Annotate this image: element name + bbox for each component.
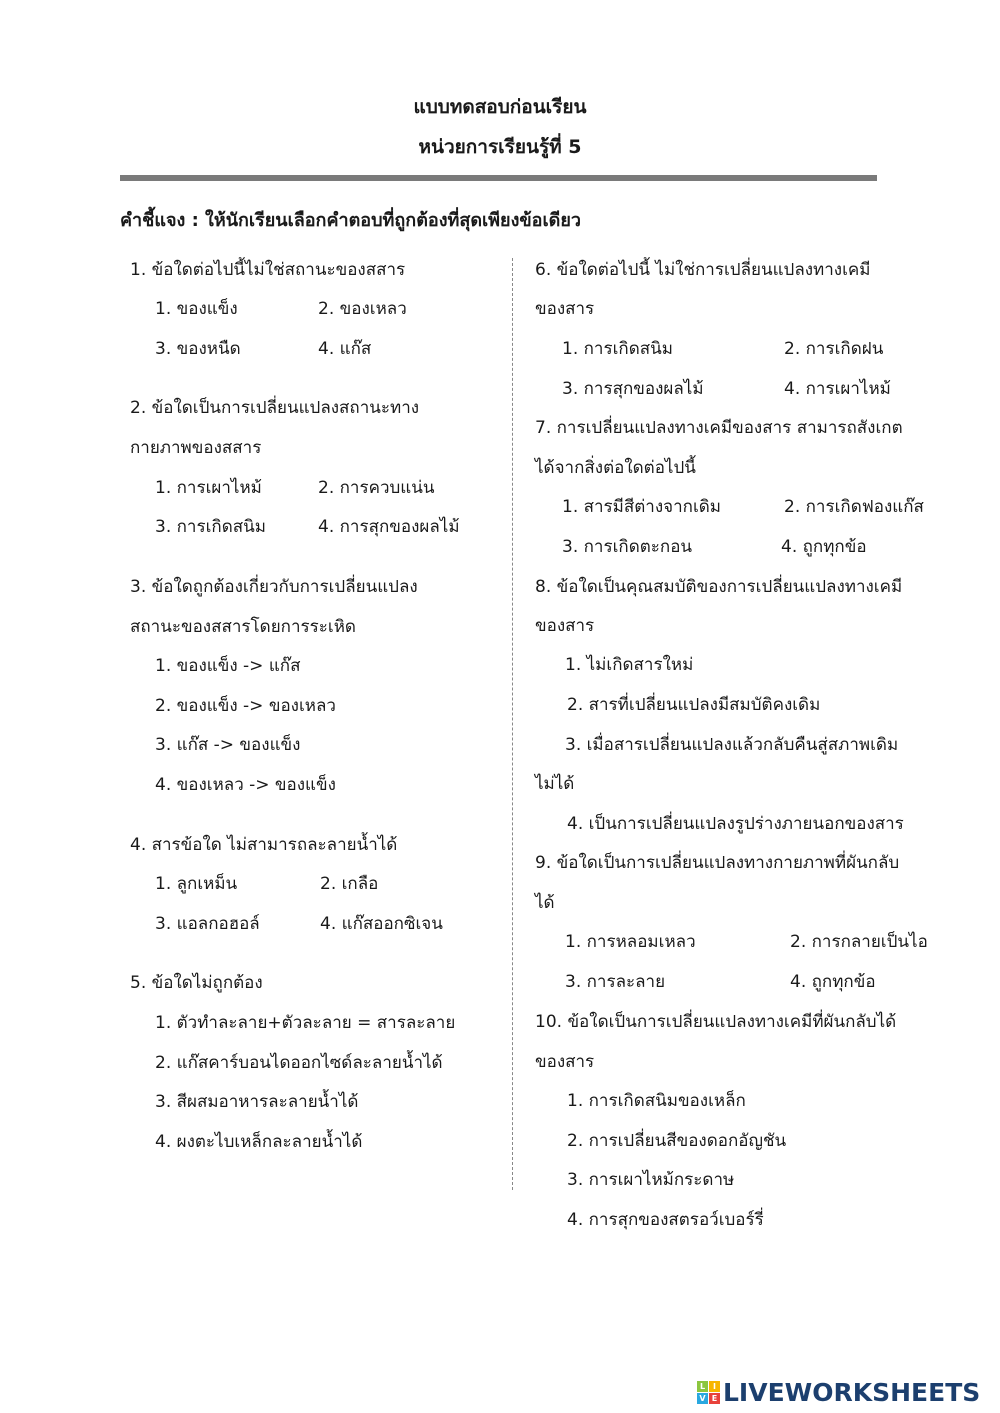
option[interactable]: 2. การเปลี่ยนสีของดอกอัญชัน xyxy=(567,1131,787,1151)
option[interactable]: 2. เกลือ xyxy=(320,874,379,894)
option[interactable]: 1. ของแข็ง -> แก๊ส xyxy=(155,656,301,676)
option[interactable]: 3. การสุกของผลไม้ xyxy=(562,379,704,399)
option[interactable]: 4. การสุกของผลไม้ xyxy=(318,517,460,537)
question-text: 5. ข้อใดไม่ถูกต้อง xyxy=(130,973,263,993)
question-text: 10. ข้อใดเป็นการเปลี่ยนแปลงทางเคมีที่ผันกลับได้ xyxy=(535,1012,897,1032)
question-text: ได้จากสิ่งต่อใดต่อไปนี้ xyxy=(535,458,696,478)
option[interactable]: 2. สารที่เปลี่ยนแปลงมีสมบัติคงเดิม xyxy=(567,695,821,715)
question-text: 4. สารข้อใด ไม่สามารถละลายน้ำได้ xyxy=(130,835,398,855)
column-divider xyxy=(512,258,513,1190)
option[interactable]: 1. ตัวทำละลาย+ตัวละลาย = สารละลาย xyxy=(155,1013,456,1033)
question-text: กายภาพของสสาร xyxy=(130,438,262,458)
option[interactable]: 1. ของแข็ง xyxy=(155,299,238,319)
question-text: ของสาร xyxy=(535,1052,595,1072)
header-divider xyxy=(120,175,877,181)
question-text: สถานะของสสารโดยการระเหิด xyxy=(130,617,356,637)
option[interactable]: 3. การเกิดตะกอน xyxy=(562,537,693,557)
option[interactable]: 1. การเกิดสนิมของเหล็ก xyxy=(567,1091,746,1111)
option[interactable]: 4. แก๊สออกซิเจน xyxy=(320,914,443,934)
option[interactable]: 3. การละลาย xyxy=(565,972,666,992)
option[interactable]: 3. ของหนืด xyxy=(155,339,241,359)
page-subtitle: หน่วยการเรียนรู้ที่ 5 xyxy=(418,136,582,158)
option[interactable]: 2. ของแข็ง -> ของเหลว xyxy=(155,696,336,716)
option[interactable]: 2. การควบแน่น xyxy=(318,478,435,498)
option[interactable]: 4. การสุกของสตรอว์เบอร์รี่ xyxy=(567,1210,764,1230)
option[interactable]: 4. แก๊ส xyxy=(318,339,372,359)
option[interactable]: 3. แก๊ส -> ของแข็ง xyxy=(155,735,301,755)
question-text: ของสาร xyxy=(535,299,595,319)
question-text: 8. ข้อใดเป็นคุณสมบัติของการเปลี่ยนแปลงทางเคมี xyxy=(535,577,903,597)
logo-text: LIVEWORKSHEETS xyxy=(723,1378,981,1407)
option[interactable]: 4. ถูกทุกข้อ xyxy=(790,972,876,992)
option[interactable]: 1. สารมีสีต่างจากเดิม xyxy=(562,497,722,517)
option[interactable]: 1. การเกิดสนิม xyxy=(562,339,673,359)
option[interactable]: 4. การเผาไหม้ xyxy=(784,379,891,399)
option[interactable]: 4. ถูกทุกข้อ xyxy=(781,537,867,557)
option[interactable]: 2. การเกิดฟองแก๊ส xyxy=(784,497,924,517)
option[interactable]: 4. ผงตะไบเหล็กละลายน้ำได้ xyxy=(155,1132,363,1152)
option[interactable]: 1. ลูกเหม็น xyxy=(155,874,238,894)
option[interactable]: 1. การหลอมเหลว xyxy=(565,932,696,952)
option[interactable]: 1. ไม่เกิดสารใหม่ xyxy=(565,655,694,675)
option[interactable]: 3. สีผสมอาหารละลายน้ำได้ xyxy=(155,1092,359,1112)
option[interactable]: 3. การเกิดสนิม xyxy=(155,517,266,537)
option[interactable]: 4. เป็นการเปลี่ยนแปลงรูปร่างภายนอกของสาร xyxy=(567,814,904,834)
logo-block: I xyxy=(709,1381,720,1392)
logo-block: L xyxy=(697,1381,708,1392)
logo-block: V xyxy=(697,1393,708,1404)
question-text: 2. ข้อใดเป็นการเปลี่ยนแปลงสถานะทาง xyxy=(130,398,420,418)
option[interactable]: 3. แอลกอฮอล์ xyxy=(155,914,260,934)
option[interactable]: 2. การกลายเป็นไอ xyxy=(790,932,928,952)
option[interactable]: 4. ของเหลว -> ของแข็ง xyxy=(155,775,336,795)
liveworksheets-logo xyxy=(697,1378,980,1407)
option[interactable]: 3. เมื่อสารเปลี่ยนแปลงแล้วกลับคืนสู่สภาพเดิม xyxy=(565,735,899,755)
option[interactable]: 2. ของเหลว xyxy=(318,299,407,319)
instruction: คำชี้แจง : ให้นักเรียนเลือกคำตอบที่ถูกต้องที่สุดเพียงข้อเดียว xyxy=(120,210,581,231)
logo-block: E xyxy=(709,1393,720,1404)
question-text: ของสาร xyxy=(535,616,595,636)
question-text: 6. ข้อใดต่อไปนี้ ไม่ใช่การเปลี่ยนแปลงทางเคมี xyxy=(535,260,871,280)
logo-blocks-icon xyxy=(697,1381,720,1404)
question-text: ได้ xyxy=(535,893,555,913)
option[interactable]: 1. การเผาไหม้ xyxy=(155,478,262,498)
question-text: 9. ข้อใดเป็นการเปลี่ยนแปลงทางกายภาพที่ผันกลับ xyxy=(535,853,900,873)
question-text: 7. การเปลี่ยนแปลงทางเคมีของสาร สามารถสังเกต xyxy=(535,418,903,438)
question-text: 3. ข้อใดถูกต้องเกี่ยวกับการเปลี่ยนแปลง xyxy=(130,577,418,597)
option[interactable]: 2. แก๊สคาร์บอนไดออกไซด์ละลายน้ำได้ xyxy=(155,1053,443,1073)
page-title: แบบทดสอบก่อนเรียน xyxy=(413,96,587,118)
option[interactable]: 2. การเกิดฝน xyxy=(784,339,884,359)
question-text: 1. ข้อใดต่อไปนี้ไม่ใช่สถานะของสสาร xyxy=(130,260,406,280)
option-continuation: ไม่ได้ xyxy=(535,774,575,794)
option[interactable]: 3. การเผาไหม้กระดาษ xyxy=(567,1170,735,1190)
